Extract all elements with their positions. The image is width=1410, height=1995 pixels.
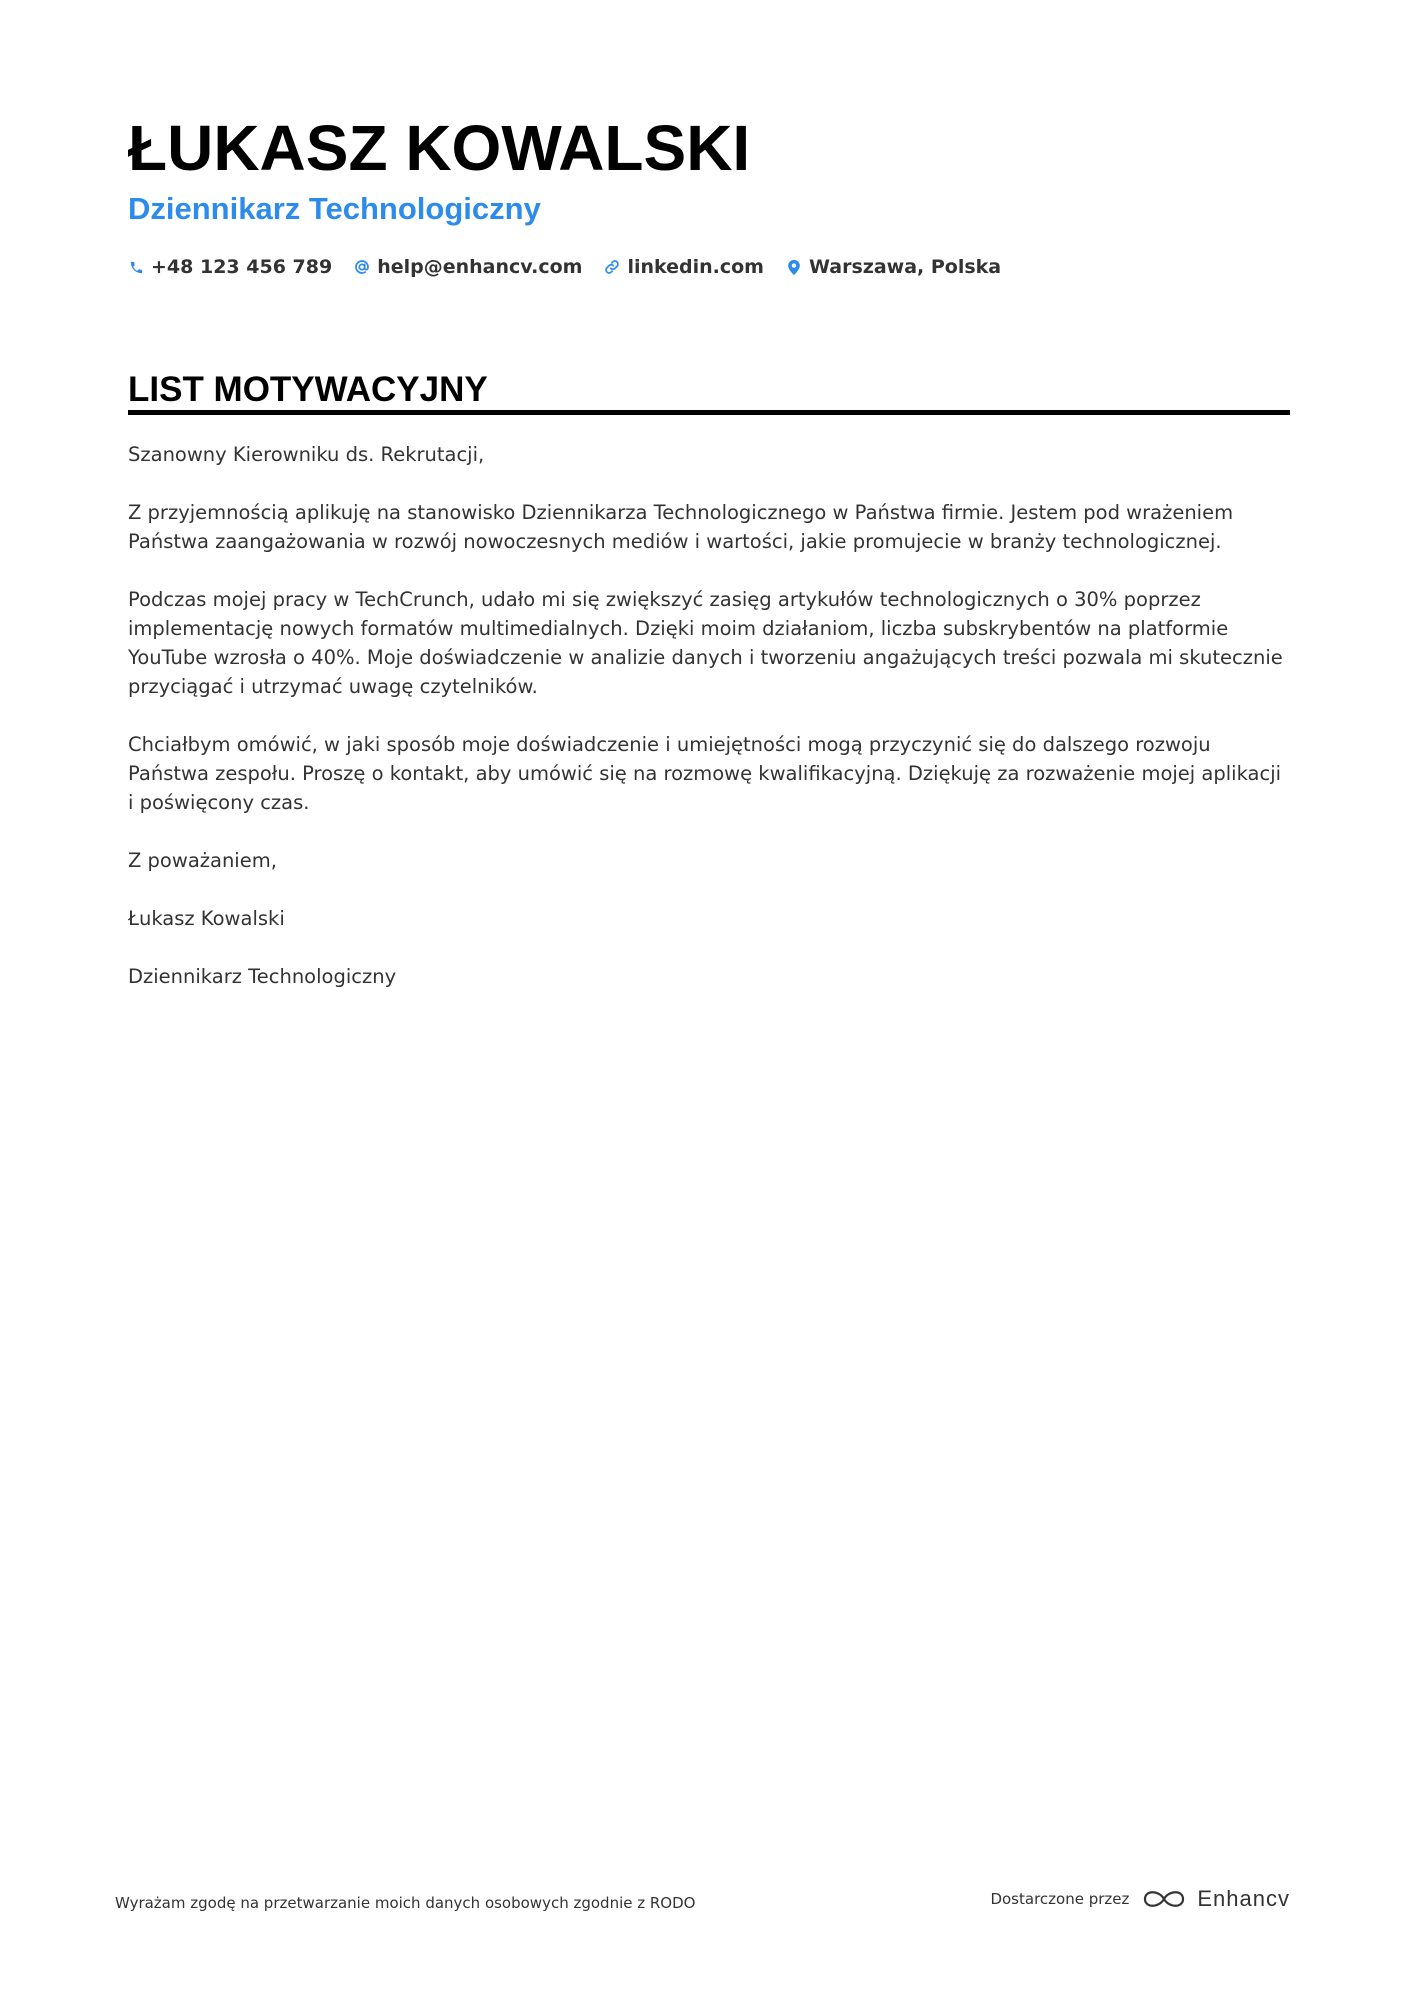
contact-linkedin[interactable] bbox=[604, 256, 764, 278]
contact-location bbox=[786, 256, 1001, 278]
signature-name: Łukasz Kowalski bbox=[128, 907, 285, 930]
link-icon bbox=[604, 257, 620, 277]
footer-branding[interactable] bbox=[990, 1879, 1290, 1919]
contact-linkedin-text: linkedin.com bbox=[627, 256, 764, 278]
gdpr-consent-text: Wyrażam zgodę na przetwarzanie moich danych osobowych zgodnie z RODO bbox=[115, 1894, 696, 1912]
job-title: Dziennikarz Technologiczny bbox=[128, 191, 541, 226]
section-divider bbox=[128, 410, 1290, 415]
provided-by-label: Dostarczone przez bbox=[990, 1890, 1130, 1908]
section-title: LIST MOTYWACYJNY bbox=[128, 370, 488, 409]
contact-phone-text: +48 123 456 789 bbox=[151, 256, 333, 278]
contact-info bbox=[128, 252, 1023, 282]
phone-icon bbox=[128, 257, 144, 277]
enhancv-logo-icon bbox=[1141, 1886, 1187, 1912]
cover-letter-page bbox=[128, 0, 1290, 1995]
letter-paragraph: Podczas mojej pracy w TechCrunch, udało mi się zwiększyć zasięg artykułów technologicznych o 30% poprzez implementację nowych formatów multimedialnych. Dzięki moim działaniom, liczba subskrybentów na platformie YouTube wzrosła o 40%. Moje doświadczenie w analizie danych i tworzeniu angażujących treści pozwala mi skutecznie przyciągać i utrzymać uwagę czytelników. bbox=[128, 588, 1283, 698]
letter-paragraph: Chciałbym omówić, w jaki sposób moje doświadczenie i umiejętności mogą przyczynić się do dalszego rozwoju Państwa zespołu. Proszę o kontakt, aby umówić się na rozmowę kwalifikacyjną. Dziękuję za rozważenie mojej aplikacji i poświęcony czas. bbox=[128, 733, 1282, 814]
at-sign-icon bbox=[354, 257, 370, 277]
contact-email-text: help@enhancv.com bbox=[377, 256, 583, 278]
candidate-name: ŁUKASZ KOWALSKI bbox=[128, 112, 751, 184]
enhancv-logo-text: Enhancv bbox=[1197, 1886, 1290, 1911]
contact-phone[interactable] bbox=[128, 256, 332, 278]
letter-closing: Z poważaniem, bbox=[128, 849, 277, 872]
location-pin-icon bbox=[786, 257, 802, 277]
contact-email[interactable] bbox=[354, 256, 582, 278]
letter-salutation: Szanowny Kierowniku ds. Rekrutacji, bbox=[128, 443, 485, 466]
letter-body bbox=[128, 440, 1290, 1020]
signature-title: Dziennikarz Technologiczny bbox=[128, 965, 397, 988]
letter-paragraph: Z przyjemnością aplikuję na stanowisko Dziennikarza Technologicznego w Państwa firmie. Jestem pod wrażeniem Państwa zaangażowania w rozwój nowoczesnych mediów i wartości, jakie promujecie w branży technologicznej. bbox=[128, 501, 1234, 553]
contact-location-text: Warszawa, Polska bbox=[808, 256, 1002, 278]
